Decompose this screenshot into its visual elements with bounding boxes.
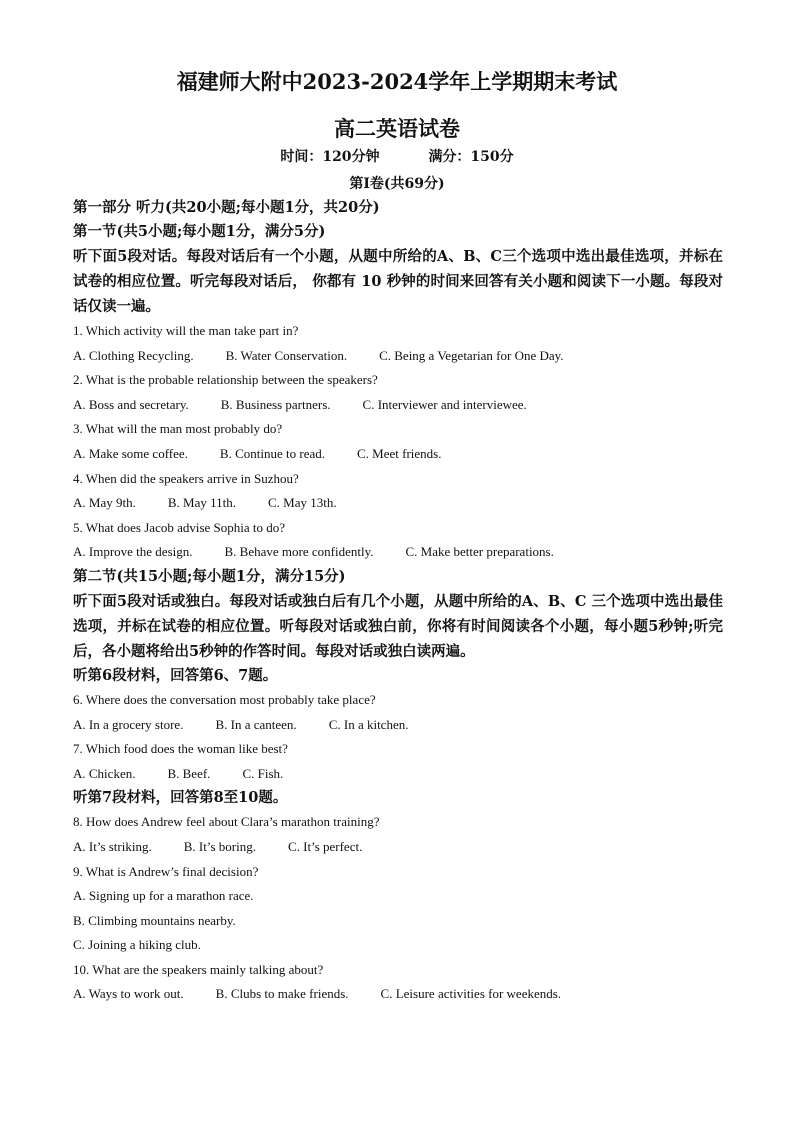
option-b: B. Clubs to make friends.	[215, 986, 349, 1002]
section2-heading: 第二节(共15小题;每小题1分，满分15分)	[73, 567, 346, 585]
section1-instructions: 听下面5段对话。每段对话后有一个小题，从题中所给的A、B、C三个选项中选出最佳选项，并标在试卷的相应位置。听完每段对话后， 你都有 10 秒钟的时间来回答有关小题和阅读下一小题。每段对话仅读一遍。	[73, 248, 723, 315]
question-options	[73, 713, 723, 738]
question-options	[73, 762, 723, 787]
exam-subtitle: 高二英语试卷	[334, 116, 460, 141]
option-c: C. Meet friends.	[357, 445, 442, 461]
option-c: C. It’s perfect.	[287, 838, 363, 854]
option-a: A. Ways to work out.	[73, 986, 184, 1002]
question-options	[73, 442, 723, 467]
option-a: A. Boss and secretary.	[73, 396, 189, 412]
option-c: C. In a kitchen.	[328, 716, 409, 732]
option-b: B. Beef.	[167, 765, 211, 781]
question-stem: 4. When did the speakers arrive in Suzhou?	[73, 470, 299, 486]
option-a: A. Signing up for a marathon race.	[73, 888, 254, 904]
option-c: C. Make better preparations.	[405, 544, 554, 560]
option-b: B. Climbing mountains nearby.	[73, 912, 236, 928]
question-stem: 1. Which activity will the man take part in?	[73, 323, 299, 338]
option-c: C. Joining a hiking club.	[73, 937, 201, 953]
question-stem: 6. Where does the conversation most probably take place?	[73, 691, 376, 707]
exam-info	[0, 146, 794, 166]
question-options	[73, 540, 723, 565]
section1-heading: 第一节(共5小题;每小题1分，满分5分)	[73, 223, 326, 240]
material-6-heading: 听第6段材料，回答第6、7题。	[73, 666, 278, 684]
option-a: A. Clothing Recycling.	[73, 347, 194, 363]
question-stem: 5. What does Jacob advise Sophia to do?	[73, 519, 286, 535]
option-a: A. Chicken.	[73, 765, 136, 781]
option-b: B. Behave more confidently.	[224, 544, 374, 560]
option-b: B. In a canteen.	[215, 716, 297, 732]
option-b: B. Water Conservation.	[225, 347, 348, 363]
question-options	[73, 344, 723, 369]
exam-content	[73, 196, 723, 1007]
option-c: C. May 13th.	[267, 495, 337, 511]
option-b: B. May 11th.	[167, 495, 236, 511]
part1-heading: 第一部分 听力(共20小题;每小题1分，共20分)	[73, 199, 380, 216]
question-stem: 10. What are the speakers mainly talking about?	[73, 961, 324, 977]
option-a: A. In a grocery store.	[73, 716, 184, 732]
exam-title: 福建师大附中2023-2024学年上学期期末考试	[176, 69, 618, 94]
option-a: A. Improve the design.	[73, 544, 193, 560]
material-7-heading: 听第7段材料，回答第8至10题。	[73, 789, 288, 807]
question-options	[73, 835, 723, 860]
option-a: A. Make some coffee.	[73, 445, 188, 461]
exam-time: 时间：120分钟	[280, 149, 380, 165]
volume-label: 第I卷(共69分)	[349, 176, 445, 192]
question-stem: 3. What will the man most probably do?	[73, 421, 283, 437]
question-options	[73, 491, 723, 516]
option-c: C. Being a Vegetarian for One Day.	[379, 347, 564, 363]
question-stem: 9. What is Andrew’s final decision?	[73, 863, 259, 879]
option-c: C. Interviewer and interviewee.	[362, 396, 527, 412]
question-stem: 2. What is the probable relationship between the speakers?	[73, 372, 378, 388]
section2-instructions: 听下面5段对话或独白。每段对话或独白后有几个小题，从题中所给的A、B、C 三个选项中选出最佳选项，并标在试卷的相应位置。听每段对话或独白前，你将有时间阅读各个小题，每小题5秒钟;听完后，各小题将给出5秒钟的作答时间。每段对话或独白读两遍。	[73, 592, 723, 660]
option-a: A. It’s striking.	[73, 838, 152, 854]
option-a: A. May 9th.	[73, 495, 136, 511]
option-c: C. Leisure activities for weekends.	[380, 986, 562, 1002]
question-options	[73, 982, 723, 1007]
question-stem: 7. Which food does the woman like best?	[73, 741, 288, 757]
option-b: B. Business partners.	[220, 396, 331, 412]
question-stem: 8. How does Andrew feel about Clara’s marathon training?	[73, 814, 380, 830]
option-b: B. Continue to read.	[219, 445, 325, 461]
exam-score: 满分：150分	[428, 149, 514, 165]
option-c: C. Fish.	[242, 765, 284, 781]
question-options	[73, 393, 723, 418]
option-b: B. It’s boring.	[183, 838, 256, 854]
